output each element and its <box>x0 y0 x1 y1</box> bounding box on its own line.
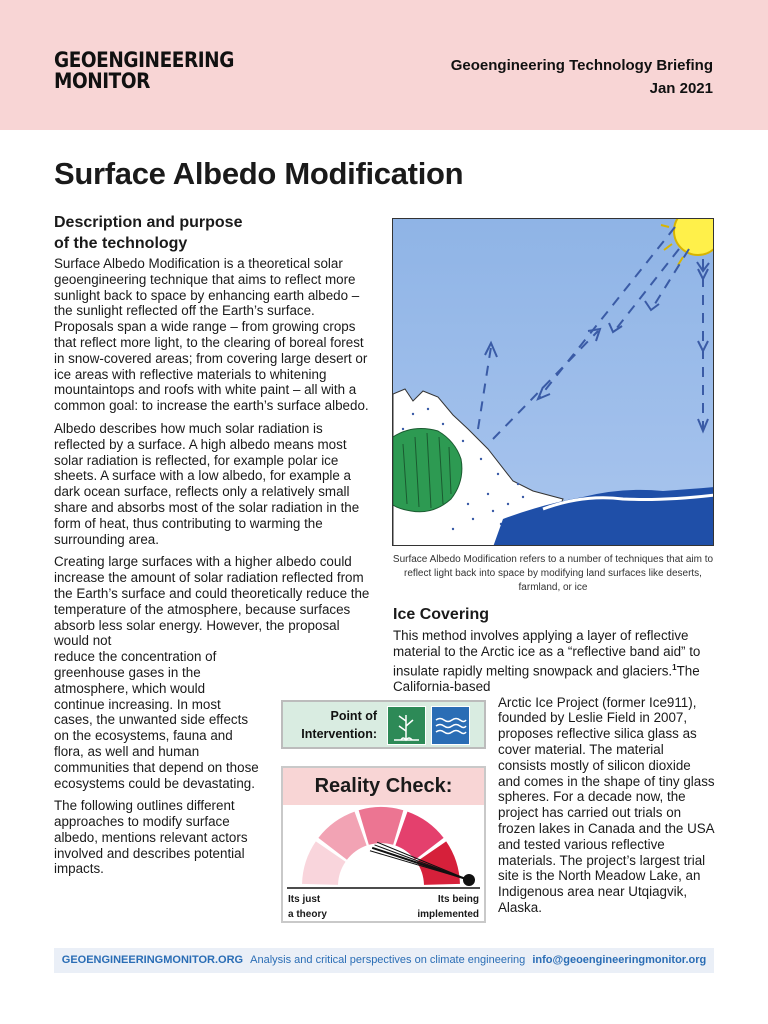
paragraph-creating: Creating large surfaces with a higher albedo could increase the amount of solar radiation reflected from the Earth’s surface and could theoretically reduce the temperature of the atmosphere, because surfaces absorb less solar energy. However, the proposal would not <box>54 554 370 649</box>
briefing-info <box>451 54 713 100</box>
description-heading-line-1: Description and purpose <box>54 214 243 231</box>
albedo-illustration-drawing <box>393 219 714 546</box>
logo-line-1: GEOENGINEERING <box>54 48 234 72</box>
paragraph-ice-covering <box>393 628 715 695</box>
reality-check-title: Reality Check: <box>283 768 484 805</box>
gauge-label-theory <box>288 892 327 922</box>
paragraph-ice-covering-cont: The California-based <box>393 663 700 694</box>
gauge-label-implemented <box>417 892 479 922</box>
briefing-title: Geoengineering Technology Briefing <box>450 57 713 74</box>
footer-bar <box>54 948 714 973</box>
reality-check-gauge <box>283 806 484 890</box>
gauge-label-implemented-line-2: implemented <box>417 909 479 920</box>
water-waves-icon <box>431 706 470 745</box>
poi-label-line-2: Intervention: <box>301 727 377 741</box>
gauge-label-theory-line-2: a theory <box>288 909 327 920</box>
footer-site-link[interactable]: GEOENGINEERINGMONITOR.ORG <box>61 954 244 966</box>
footnote-marker[interactable]: 1 <box>672 662 677 672</box>
page-title: Surface Albedo Modification <box>54 156 464 191</box>
reality-check <box>281 766 486 923</box>
paragraph-outline: The following outlines different approaches to modify surface albedo, mentions relevant actors involved and describes potential impacts. <box>54 798 248 877</box>
poi-label <box>291 707 377 743</box>
figure-caption: Surface Albedo Modification refers to a number of techniques that aim to reflect light back into space by modifying land surfaces like deserts, farmland, or ice <box>392 554 714 593</box>
header-banner <box>0 0 768 130</box>
albedo-illustration <box>392 218 714 546</box>
gauge-label-implemented-line-1: Its being <box>437 894 479 905</box>
description-heading <box>54 212 376 254</box>
poi-label-line-1: Point of <box>330 709 377 723</box>
logo-line-2: MONITOR <box>54 69 150 93</box>
description-heading-line-2: of the technology <box>54 235 188 252</box>
paragraph-intro: Surface Albedo Modification is a theoretical solar geoengineering technique that aims to reflect more sunlight back to space by enhancing earth albedo – the sunlight reflected off the Earth’s surface. Proposals span a wide range – from growing crops that reflect more light, to the clearing of boreal forest in snow-covered areas; from covering large desert or ice areas with reflective materials to whitening mountaintops and roofs with white paint – all with a common goal: to increase the earth’s surface albedo. <box>54 256 369 414</box>
paragraph-albedo: Albedo describes how much solar radiation is reflected by a surface. A high albedo means most solar radiation is reflected, for example polar ice sheets. A surface with a low albedo, for example a dark ocean surface, reflects only a relatively small share and absorbs most of the solar radiation in the form of heat, thus contributing to warming the surrounding area. <box>54 420 360 547</box>
briefing-date: Jan 2021 <box>649 80 713 97</box>
land-vegetation-icon <box>387 706 426 745</box>
footer-tagline: Analysis and critical perspectives on climate engineering <box>250 954 526 966</box>
paragraph-arctic-ice-project: Arctic Ice Project (former Ice911), founded by Leslie Field in 2007, proposes reflective silica glass as cover material. The material consists mostly of silicon dioxide and comes in the shape of tiny glass spheres. For a decade now, the project has carried out trials on frozen lakes in Canada and the USA and tested various reflective materials. The project’s largest trial site is the North Meadow Lake, an Indigenous area near Utqiagvik, Alaska. <box>498 694 715 916</box>
footer-email-link[interactable]: info@geoengineeringmonitor.org <box>532 954 707 966</box>
paragraph-concentration: reduce the concentration of greenhouse gases in the atmosphere, which would continue increasing. In most cases, the unwanted side effects on the ecosystems, fauna and flora, as well and human communities that depend on those ecosystems could be devastating. <box>54 649 259 791</box>
point-of-intervention <box>281 700 486 749</box>
gauge-label-theory-line-1: Its just <box>288 894 321 905</box>
ice-covering-heading: Ice Covering <box>393 606 490 623</box>
gauge-segment-3 <box>359 807 404 845</box>
publication-logo[interactable] <box>54 50 234 92</box>
paragraph-ice-covering-text: This method involves applying a layer of reflective material to the Arctic ice as a “reflective band aid” to insulate rapidly melting snowpack and glaciers. <box>393 628 701 679</box>
